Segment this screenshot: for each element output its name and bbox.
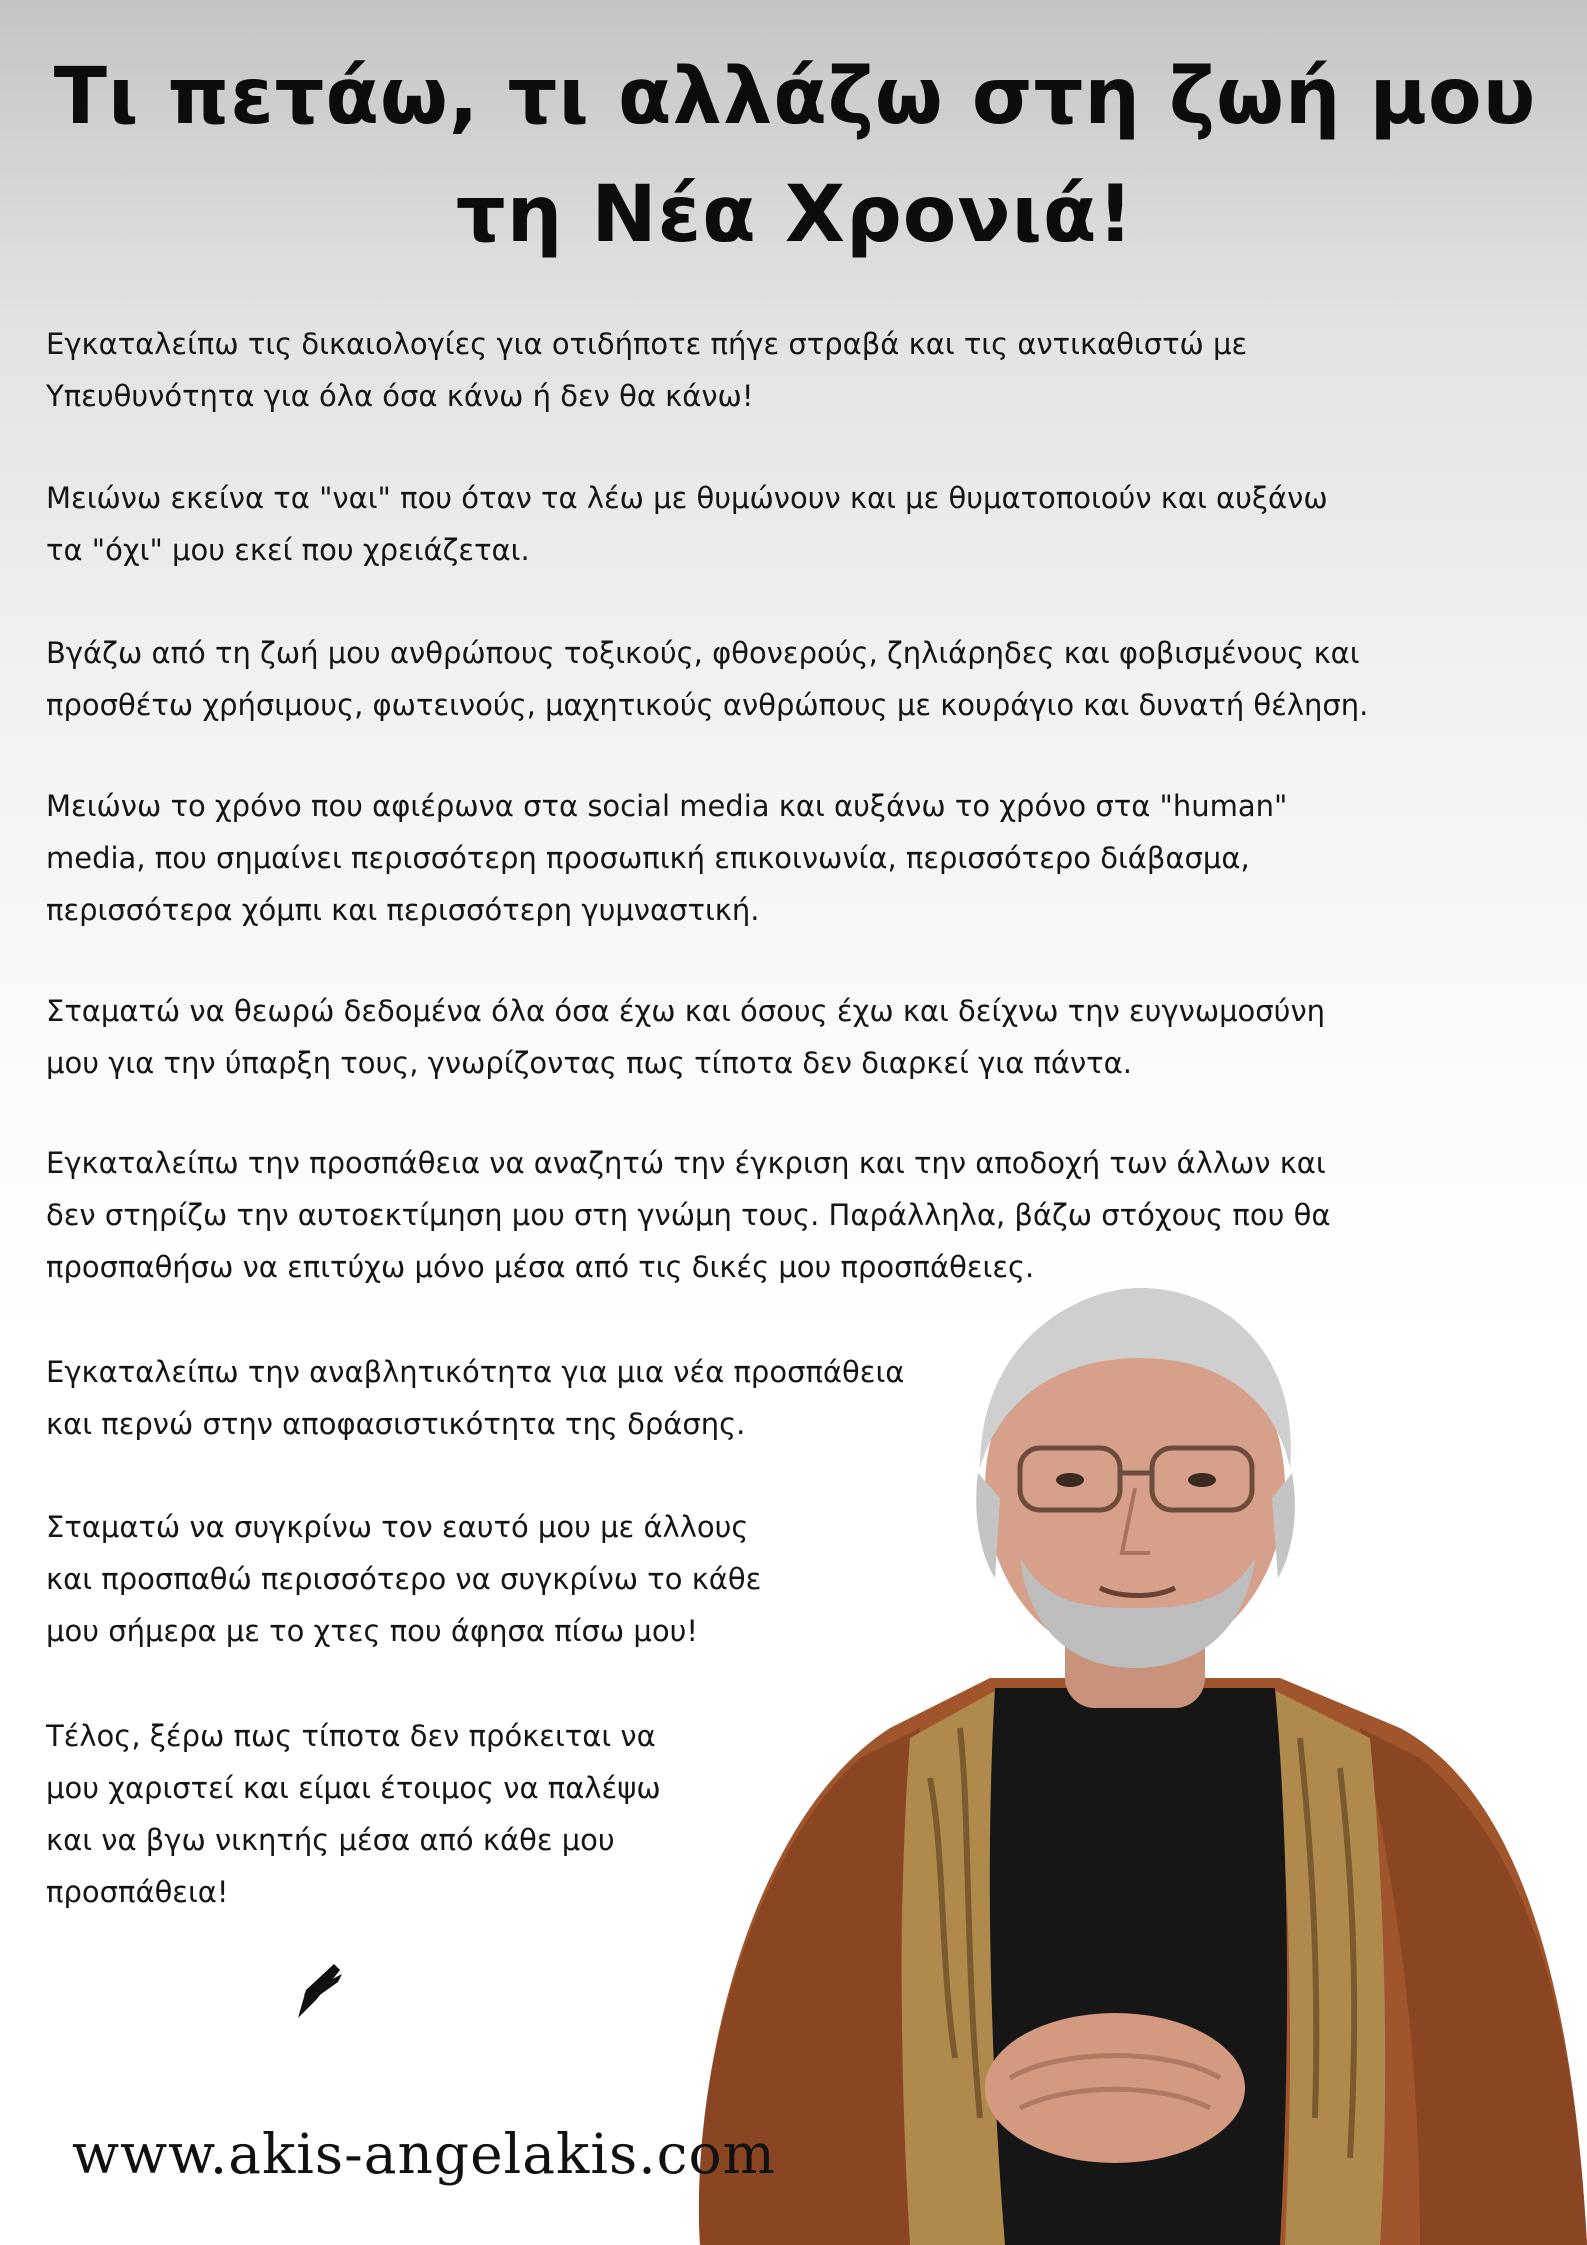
paragraph-5-line-1: Σταματώ να θεωρώ δεδομένα όλα όσα έχω και όσους έχω και δείχνω την ευγνωμοσύνη [46,994,1326,1028]
paragraph-9-line-3: και να βγω νικητής μέσα από κάθε μου [46,1823,615,1857]
paragraph-6-line-3: προσπαθήσω να επιτύχω μόνο μέσα από τις δικές μου προσπάθειες. [46,1250,1035,1284]
paragraph-9-line-2: μου χαριστεί και είμαι έτοιμος να παλέψω [46,1771,661,1805]
paragraph-4-line-1: Μειώνω το χρόνο που αφιέρωνα στα social media και αυξάνω το χρόνο στα "human" [46,789,1288,823]
paragraph-9-line-1: Τέλος, ξέρω πως τίποτα δεν πρόκειται να [46,1719,656,1753]
paragraph-7-line-2: και περνώ στην αποφασιστικότητα της δράσης. [46,1407,746,1441]
pen-icon [294,1960,346,2020]
title-line-1: Τι πετάω, τι αλλάζω στη ζωή μου [53,52,1537,142]
paragraph-5 [46,985,1325,1089]
paragraph-6-line-1: Εγκαταλείπω την προσπάθεια να αναζητώ την έγκριση και την αποδοχή των άλλων και [46,1146,1326,1180]
paragraph-3 [46,627,1368,731]
paragraph-2-line-1: Μειώνω εκείνα τα "ναι" που όταν τα λέω με θυμώνουν και με θυματοποιούν και αυξάνω [46,481,1328,515]
portrait-photo [660,1258,1587,2245]
paragraph-3-line-2: προσθέτω χρήσιμους, φωτεινούς, μαχητικούς ανθρώπους με κουράγιο και δυνατή θέληση. [46,688,1369,722]
paragraph-9 [46,1710,661,1918]
paragraph-5-line-2: μου για την ύπαρξη τους, γνωρίζοντας πως τίποτα δεν διαρκεί για πάντα. [46,1046,1132,1080]
paragraph-8-line-3: μου σήμερα με το χτες που άφησα πίσω μου! [46,1614,699,1648]
paragraph-4-line-3: περισσότερα χόμπι και περισσότερη γυμναστική. [46,893,760,927]
paragraph-8-line-2: και προσπαθώ περισσότερο να συγκρίνω το κάθε [46,1562,762,1596]
paragraph-1-line-2: Υπευθυνότητα για όλα όσα κάνω ή δεν θα κάνω! [46,379,754,413]
paragraph-4 [46,780,1287,936]
page-title [40,38,1550,274]
paragraph-6-line-2: δεν στηρίζω την αυτοεκτίμηση μου στη γνώμη τους. Παράλληλα, βάζω στόχους που θα [46,1198,1331,1232]
paragraph-1-line-1: Εγκαταλείπω τις δικαιολογίες για οτιδήποτε πήγε στραβά και τις αντικαθιστώ με [46,327,1248,361]
paragraph-8 [46,1501,761,1657]
paragraph-3-line-1: Βγάζω από τη ζωή μου ανθρώπους τοξικούς, φθονερούς, ζηλιάρηδες και φοβισμένους και [46,636,1360,670]
paragraph-7-line-1: Εγκαταλείπω την αναβλητικότητα για μια νέα προσπάθεια [46,1355,905,1389]
title-line-2: τη Νέα Χρονιά! [455,170,1135,260]
paragraph-4-line-2: media, που σημαίνει περισσότερη προσωπική επικοινωνία, περισσότερο διάβασμα, [46,841,1250,875]
paragraph-9-line-4: προσπάθεια! [46,1875,229,1909]
paragraph-2-line-2: τα "όχι" μου εκεί που χρειάζεται. [46,533,530,567]
website-url: www.akis-angelakis.com [72,2122,776,2186]
paragraph-2 [46,472,1328,576]
paragraph-8-line-1: Σταματώ να συγκρίνω τον εαυτό μου με άλλους [46,1510,749,1544]
paragraph-1 [46,318,1247,422]
